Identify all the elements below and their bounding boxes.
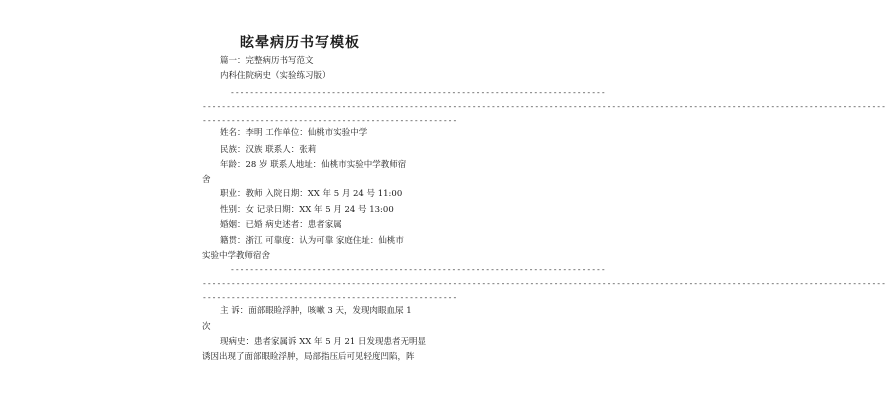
origin-line-continuation: 实验中学教师宿舍 bbox=[202, 251, 271, 261]
sex-line: 性别：女 记录日期：XX 年 5 月 24 号 13:00 bbox=[220, 205, 394, 215]
marital-line: 婚姻：已婚 病史述者：患者家属 bbox=[220, 220, 342, 230]
name-line: 姓名：李明 工作单位：仙桃市实验中学 bbox=[220, 128, 368, 138]
document-title: 眩晕病历书写模板 bbox=[240, 35, 360, 51]
present-history-line: 现病史：患者家属诉 XX 年 5 月 21 日发现患者无明显 bbox=[220, 337, 427, 347]
age-line-continuation: 舍 bbox=[202, 175, 211, 185]
separator-line: ------------------------------------------------------------------------------ bbox=[230, 265, 606, 274]
job-line: 职业：教师 入院日期：XX 年 5 月 24 号 11:00 bbox=[220, 189, 403, 199]
section-title: 内科住院病史（实验练习版） bbox=[220, 71, 331, 81]
separator-line: ---------------------------------------------------------------------------------------------------------------------------------------------- bbox=[202, 102, 886, 111]
separator-line: ----------------------------------------------------- bbox=[202, 293, 458, 302]
origin-line: 籍贯：浙江 可靠度：认为可靠 家庭住址：仙桃市 bbox=[220, 236, 404, 246]
separator-line: ------------------------------------------------------------------------------ bbox=[230, 88, 606, 97]
subheading: 篇一：完整病历书写范文 bbox=[220, 56, 314, 66]
present-history-continuation: 诱因出现了面部眼睑浮肿，局部指压后可见轻度凹陷，阵 bbox=[202, 352, 415, 362]
ethnic-line: 民族：汉族 联系人：张莉 bbox=[220, 145, 317, 155]
separator-line: ---------------------------------------------------------------------------------------------------------------------------------------------- bbox=[202, 279, 886, 288]
age-line: 年龄：28 岁 联系人地址：仙桃市实验中学教师宿 bbox=[220, 160, 407, 170]
separator-line: ----------------------------------------------------- bbox=[202, 116, 458, 125]
chief-complaint-continuation: 次 bbox=[202, 322, 211, 332]
chief-complaint-line: 主 诉：面部眼睑浮肿，咳嗽 3 天，发现肉眼血尿 1 bbox=[220, 306, 412, 316]
